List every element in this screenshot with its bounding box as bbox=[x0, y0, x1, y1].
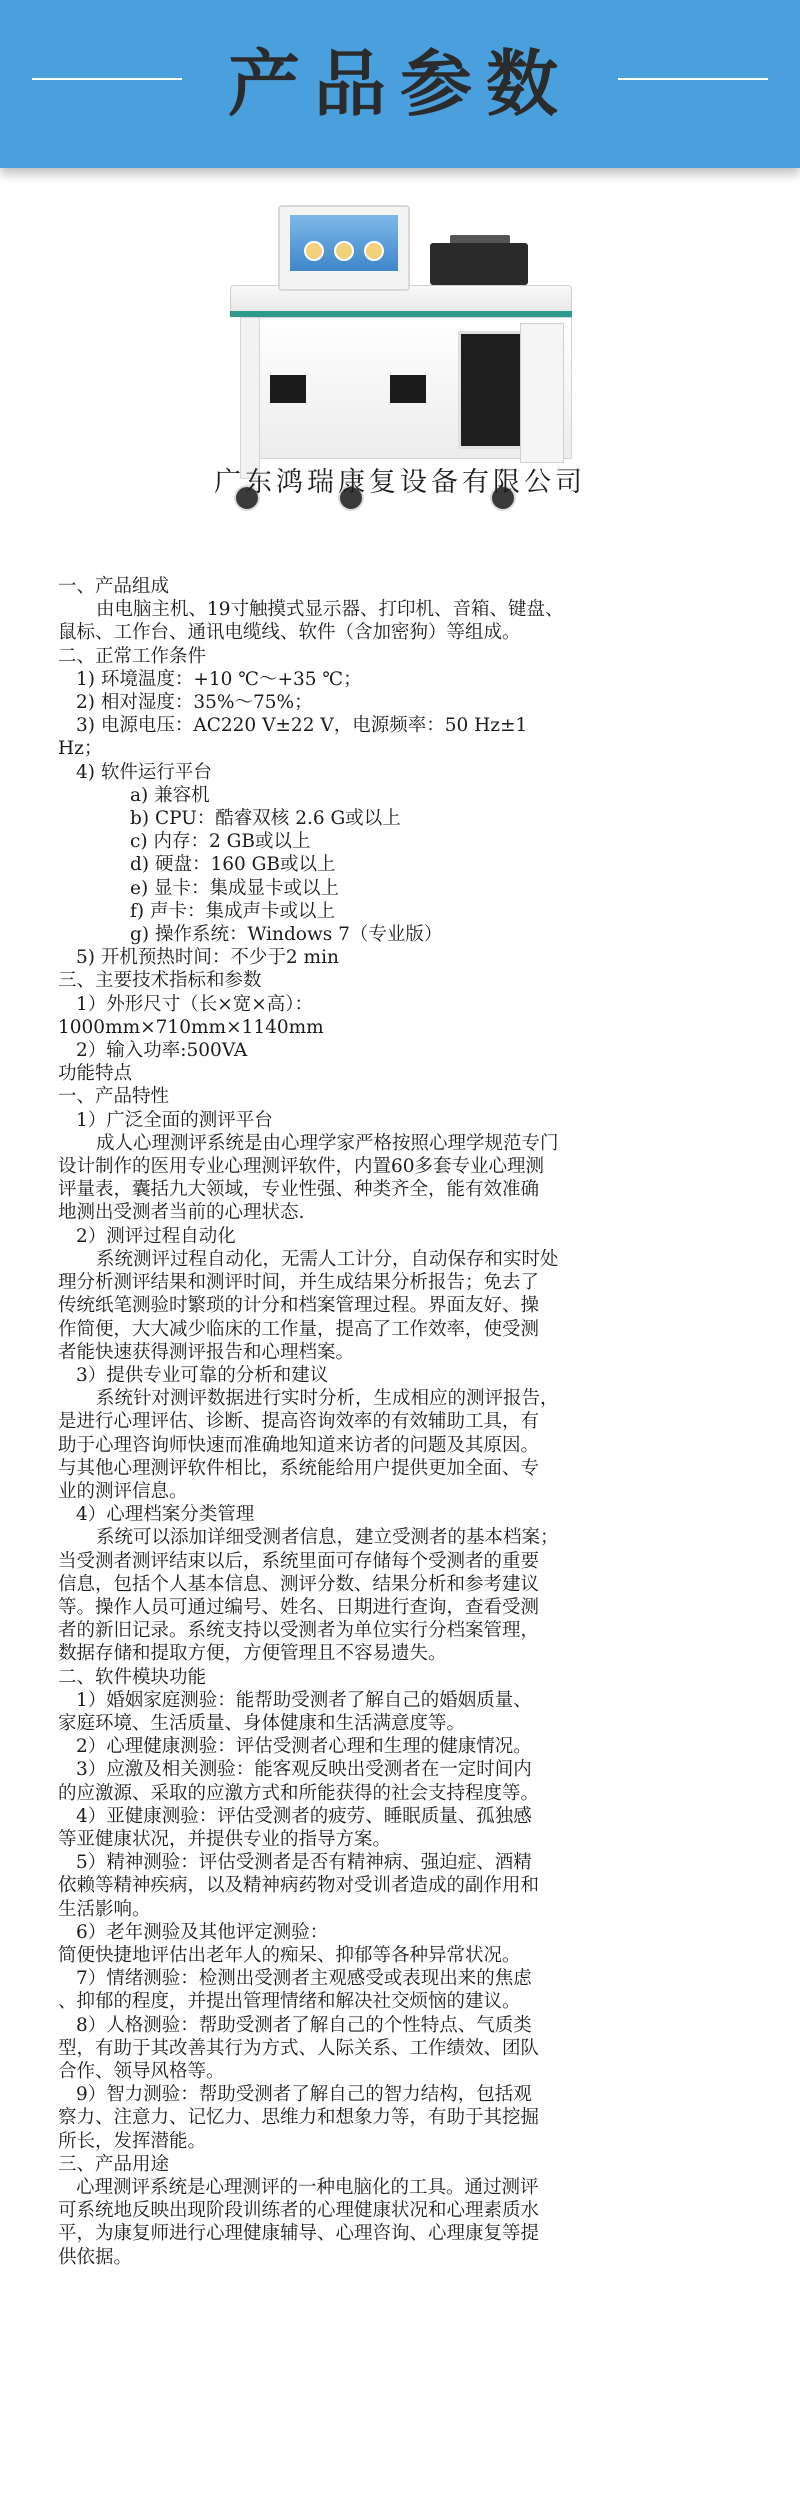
screen-icon bbox=[364, 241, 384, 261]
text-line: 鼠标、工作台、通讯电缆线、软件（含加密狗）等组成。 bbox=[58, 622, 521, 644]
computer-cabinet bbox=[458, 331, 528, 449]
text-line: 所长，发挥潜能。 bbox=[58, 2130, 207, 2152]
text-line: 二、正常工作条件 bbox=[58, 645, 207, 667]
text-line: 三、主要技术指标和参数 bbox=[58, 970, 262, 992]
text-line: 3) 电源电压：AC220 V±22 V，电源频率：50 Hz±1 bbox=[76, 715, 528, 737]
text-line: 者能快速获得测评报告和心理档案。 bbox=[58, 1341, 355, 1363]
speaker-left bbox=[270, 375, 306, 403]
banner-divider-right bbox=[618, 78, 768, 80]
text-line: 是进行心理评估、诊断、提高咨询效率的有效辅助工具，有 bbox=[58, 1411, 540, 1433]
text-line: 信息，包括个人基本信息、测评分数、结果分析和参考建议 bbox=[58, 1573, 540, 1595]
text-line: 7）情绪测验：检测出受测者主观感受或表现出来的焦虑 bbox=[76, 1968, 532, 1990]
screen-icon bbox=[334, 241, 354, 261]
text-line: 4）心理档案分类管理 bbox=[76, 1504, 255, 1526]
text-line: 察力、注意力、记忆力、思维力和想象力等，有助于其挖掘 bbox=[58, 2107, 540, 2129]
text-line: 4) 软件运行平台 bbox=[76, 761, 212, 783]
text-line: 1）广泛全面的测评平台 bbox=[76, 1109, 273, 1131]
text-line: d) 硬盘：160 GB或以上 bbox=[130, 854, 336, 876]
text-line: 3）应激及相关测验：能客观反映出受测者在一定时间内 bbox=[76, 1759, 532, 1781]
text-line: 数据存储和提取方便，方便管理且不容易遗失。 bbox=[58, 1643, 447, 1665]
text-line: 生活影响。 bbox=[58, 1898, 151, 1920]
text-line: 设计制作的医用专业心理测评软件，内置60多套专业心理测 bbox=[58, 1156, 545, 1178]
text-line: 1）外形尺寸（长×宽×高）： bbox=[76, 993, 314, 1015]
text-line: 型，有助于其改善其行为方式、人际关系、工作绩效、团队 bbox=[58, 2037, 540, 2059]
text-line: 平，为康复师进行心理健康辅导、心理咨询、心理康复等提 bbox=[58, 2223, 540, 2245]
text-line: 系统测评过程自动化，无需人工计分，自动保存和实时处 bbox=[96, 1248, 559, 1270]
monitor-screen bbox=[290, 215, 398, 271]
text-line: 心理测评系统是心理测评的一种电脑化的工具。通过测评 bbox=[76, 2177, 539, 2199]
text-line: 三、产品用途 bbox=[58, 2153, 170, 2175]
text-line: 1000mm×710mm×1140mm bbox=[58, 1016, 324, 1038]
text-line: 2) 相对湿度：35%～75%； bbox=[76, 692, 313, 714]
text-line: 2）输入功率:500VA bbox=[76, 1040, 248, 1062]
text-line: 依赖等精神疾病，以及精神病药物对受训者造成的副作用和 bbox=[58, 1875, 540, 1897]
text-line: 9）智力测验：帮助受测者了解自己的智力结构，包括观 bbox=[76, 2084, 532, 2106]
text-line: 供依据。 bbox=[58, 2246, 133, 2268]
text-line: f) 声卡：集成声卡或以上 bbox=[130, 900, 335, 922]
text-line: 2）心理健康测验：评估受测者心理和生理的健康情况。 bbox=[76, 1736, 532, 1758]
text-line: 1) 环境温度：+10 ℃～+35 ℃； bbox=[76, 668, 362, 690]
text-line: 合作、领导风格等。 bbox=[58, 2061, 225, 2082]
text-line: 当受测者测评结束以后，系统里面可存储每个受测者的重要 bbox=[58, 1550, 540, 1572]
text-line: 的应激源、采取的应激方式和所能获得的社会支持程度等。 bbox=[58, 1782, 540, 1804]
text-line: 作简便，大大减少临床的工作量，提高了工作效率，使受测 bbox=[58, 1318, 540, 1340]
text-line: 业的测评信息。 bbox=[58, 1480, 188, 1502]
text-line: c) 内存：2 GB或以上 bbox=[130, 831, 311, 853]
text-line: 地测出受测者当前的心理状态. bbox=[58, 1202, 305, 1224]
text-line: 功能特点 bbox=[58, 1063, 133, 1085]
text-line: 5) 开机预热时间：不少于2 min bbox=[76, 947, 339, 969]
text-line: 理分析测评结果和测评时间，并生成结果分析报告；免去了 bbox=[58, 1272, 540, 1294]
header-banner bbox=[0, 0, 800, 168]
text-line: 助于心理咨询师快速而准确地知道来访者的问题及其原因。 bbox=[58, 1434, 540, 1456]
screen-icon bbox=[304, 241, 324, 261]
text-line: 等。操作人员可通过编号、姓名、日期进行查询，查看受测 bbox=[58, 1596, 540, 1618]
text-line: a) 兼容机 bbox=[130, 784, 210, 806]
printer bbox=[430, 243, 528, 285]
text-line: 等亚健康状况，并提供专业的指导方案。 bbox=[58, 1828, 392, 1850]
text-line: 家庭环境、生活质量、身体健康和生活满意度等。 bbox=[58, 1712, 466, 1734]
text-line: 成人心理测评系统是由心理学家严格按照心理学规范专门 bbox=[96, 1132, 559, 1154]
desk-leg bbox=[240, 317, 260, 479]
text-line: 传统纸笔测验时繁琐的计分和档案管理过程。界面友好、操 bbox=[58, 1295, 540, 1317]
text-line: 评量表，囊括九大领域，专业性强、种类齐全，能有效准确 bbox=[58, 1179, 540, 1201]
touch-monitor bbox=[278, 205, 410, 291]
text-line: 与其他心理测评软件相比，系统能给用户提供更加全面、专 bbox=[58, 1457, 540, 1479]
text-line: 4）亚健康测验：评估受测者的疲劳、睡眠质量、孤独感 bbox=[76, 1805, 532, 1827]
text-line: 二、软件模块功能 bbox=[58, 1666, 207, 1688]
text-line: 一、产品组成 bbox=[58, 576, 170, 597]
text-line: 2）测评过程自动化 bbox=[76, 1225, 236, 1247]
company-name: 广东鸿瑞康复设备有限公司 bbox=[214, 467, 586, 498]
text-line: 1）婚姻家庭测验：能帮助受测者了解自己的婚姻质量、 bbox=[76, 1689, 532, 1711]
text-line: b) CPU：酷睿双核 2.6 G或以上 bbox=[130, 808, 401, 830]
text-line: 由电脑主机、19寸触摸式显示器、打印机、音箱、键盘、 bbox=[96, 599, 564, 621]
page-title: 产品参数 bbox=[227, 41, 572, 126]
text-line: Hz； bbox=[58, 738, 103, 760]
text-line: 系统针对测评数据进行实时分析，生成相应的测评报告， bbox=[96, 1388, 559, 1410]
text-line: g) 操作系统：Windows 7（专业版） bbox=[130, 924, 443, 946]
parameters-text bbox=[58, 575, 748, 2269]
text-line: 8）人格测验：帮助受测者了解自己的个性特点、气质类 bbox=[76, 2014, 532, 2036]
text-line: 、抑郁的程度，并提出管理情绪和解决社交烦恼的建议。 bbox=[58, 1991, 521, 2013]
text-line: 3）提供专业可靠的分析和建议 bbox=[76, 1364, 329, 1386]
text-line: 简便快捷地评估出老年人的痴呆、抑郁等各种异常状况。 bbox=[58, 1944, 521, 1966]
text-line: 一、产品特性 bbox=[58, 1086, 170, 1108]
text-line: 系统可以添加详细受测者信息，建立受测者的基本档案； bbox=[96, 1527, 559, 1549]
text-line: 6）老年测验及其他评定测验： bbox=[76, 1921, 329, 1943]
text-line: e) 显卡：集成显卡或以上 bbox=[130, 877, 340, 899]
speaker-right bbox=[390, 375, 426, 403]
cabinet-door bbox=[520, 323, 564, 463]
text-line: 5）精神测验：评估受测者是否有精神病、强迫症、酒精 bbox=[76, 1852, 532, 1874]
text-line: 可系统地反映出现阶段训练者的心理健康状况和心理素质水 bbox=[58, 2200, 540, 2222]
text-line: 者的新旧记录。系统支持以受测者为单位实行分档案管理， bbox=[58, 1620, 540, 1642]
